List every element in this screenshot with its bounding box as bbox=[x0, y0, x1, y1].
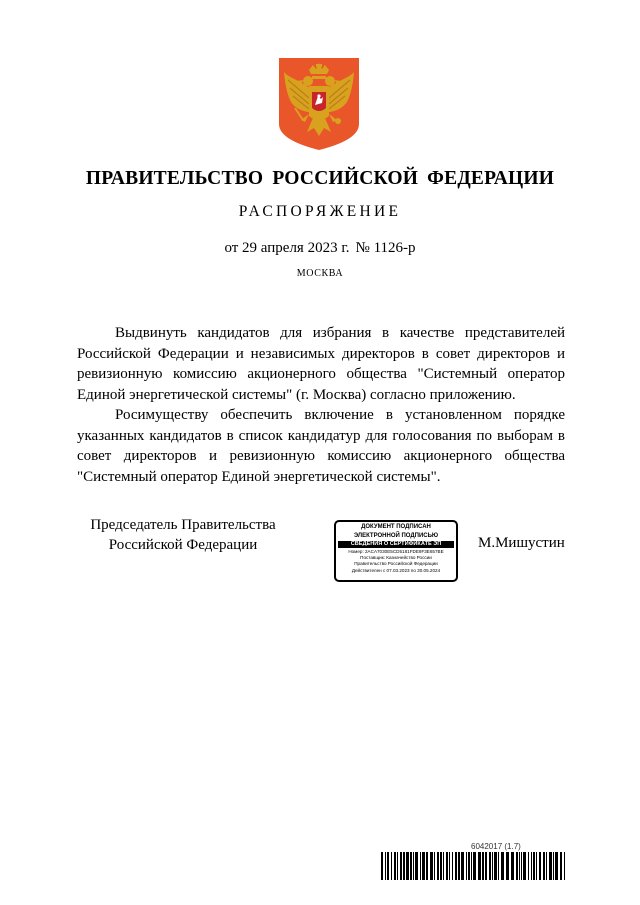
position-line: Председатель Правительства bbox=[90, 517, 276, 533]
document-date: от 29 апреля 2023 г. bbox=[224, 240, 350, 256]
stamp-title: ЭЛЕКТРОННОЙ ПОДПИСЬЮ bbox=[353, 533, 439, 539]
document-body bbox=[77, 323, 565, 487]
coat-of-arms-icon bbox=[279, 58, 359, 150]
stamp-validity: Действителен с 07.03.2023 по 30.05.2024 bbox=[351, 567, 441, 573]
body-paragraph: Выдвинуть кандидатов для избрания в качестве представителей Российской Федерации и независимых директоров в совет директоров и ревизионную комиссию акционерного общества "Системный оператор Единой энергетической системы" (г. Москва) согласно приложению. bbox=[77, 325, 565, 403]
document-type: РАСПОРЯЖЕНИЕ bbox=[238, 203, 402, 220]
stamp-serial: Номер: 2ACA7030E5CD5181FDE9F3E657BE bbox=[348, 549, 444, 554]
body-paragraph: Росимуществу обеспечить включение в установленном порядке указанных кандидатов в список кандидатур для голосования по выборам в совет директоров и ревизионную комиссию акционерного общества "Системный оператор Единой энергетической системы". bbox=[77, 407, 565, 485]
signatory-name: М.Мишустин bbox=[478, 535, 565, 551]
government-title: ПРАВИТЕЛЬСТВО РОССИЙСКОЙ ФЕДЕРАЦИИ bbox=[85, 168, 555, 189]
e-signature-stamp bbox=[334, 520, 458, 582]
stamp-title: ДОКУМЕНТ ПОДПИСАН bbox=[361, 524, 431, 530]
date-number-line bbox=[0, 240, 640, 257]
position-line: Российской Федерации bbox=[108, 537, 258, 553]
stamp-issuer: Поставщик: Казначейство России bbox=[360, 555, 432, 561]
barcode-icon bbox=[381, 852, 565, 880]
signatory-position bbox=[78, 515, 288, 555]
city-name: МОСКВА bbox=[296, 268, 344, 279]
document-number: № 1126-р bbox=[355, 240, 416, 256]
stamp-owner: Правительство Российской Федерации bbox=[354, 561, 438, 567]
stamp-certificate-header: СВЕДЕНИЯ О СЕРТИФИКАТЕ ЭП bbox=[338, 541, 454, 548]
document-code: 6042017 (1.7) bbox=[471, 842, 521, 851]
